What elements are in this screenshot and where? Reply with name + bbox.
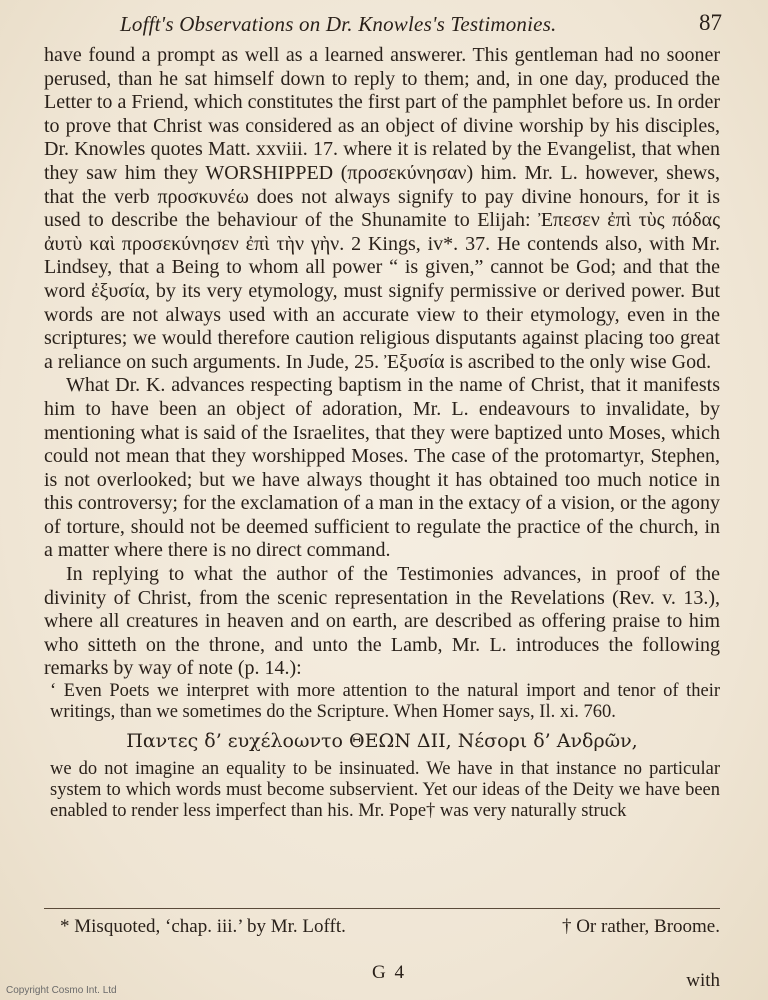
paragraph-2: What Dr. K. advances respecting baptism in the name of Christ, that it manifests him to have been an object of adoration, Mr. L. endeavours to invalidate, by mentioning what is said of the Israelites, that they were baptized unto Moses, which could not mean that they worshipped Moses. The case of the protomartyr, Stephen, is not overlooked; but we have always thought it has obtained too much notice in this controversy; for the exclamation of a man in the extacy of a vision, or the agony of torture, should not be deemed sufficient to regulate the practice of the church, in a matter where there is no direct command. — [44, 374, 720, 562]
running-title: Lofft's Observations on Dr. Knowles's Testimonies. — [120, 12, 557, 36]
paragraph-3: In replying to what the author of the Testimonies advances, in proof of the divinity of Christ, from the scenic representation in the Revelations (Rev. v. 13.), where all creatures in heaven and on earth, are described as offering praise to him who sitteth on the throne, and unto the Lamb, Mr. L. introduces the following remarks by way of note (p. 14.): — [44, 563, 720, 680]
footnote-asterisk: * Misquoted, ‘chap. iii.’ by Mr. Lofft. — [60, 916, 346, 937]
running-header — [40, 8, 728, 42]
page-number: 87 — [699, 10, 722, 35]
paragraph-1: have found a prompt as well as a learned answerer. This gentleman had no sooner perused, than he sat himself down to reply to them; and, in one day, produced the Letter to a Friend, which constitutes the first part of the pamphlet before us. In order to prove that Christ was considered as an object of divine worship by his disciples, Dr. Knowles quotes Matt. xxviii. 17. where it is related by the Evangelist, that when they saw him they WORSHIPPED (προσεκύνησαν) him. Mr. L. however, shews, that the verb προσκυνέω does not always signify to pay divine honours, for it is used to describe the behaviour of the Shunamite to Elijah: Ἐπεσεν ἐπὶ τὺς πόδας ἀυτὺ καὶ προσεκύνησεν ἐπὶ τὴν γὴν. 2 Kings, iv*. 37. He contends also, with Mr. Lindsey, that a Being to whom all power “ is given,” cannot be God; and that the word ἐξυσία, by its very etymology, must signify permissive or derived power. But words are not always used with an accurate view to their etymology, even in the scriptures; we would therefore caution religious disputants against placing too great a reliance on such arguments. In Jude, 25. Ἐξυσία is ascribed to the only wise God. — [44, 44, 720, 373]
catchword: with — [686, 970, 720, 991]
quoted-note-continuation: we do not imagine an equality to be insinuated. We have in that instance no particular system to which words must become subservient. Yet our ideas of the Deity we have been enabled to render less imperfect than his. Mr. Pope† was very naturally struck — [50, 759, 720, 822]
copyright-watermark: Copyright Cosmo Int. Ltd — [6, 985, 117, 996]
body-text — [44, 44, 720, 822]
quoted-note-intro: ‘ Even Poets we interpret with more attention to the natural import and tenor of their writings, than we sometimes do the Scripture. When Homer says, Il. xi. 760. — [50, 681, 720, 723]
greek-verse-line: Παντες δ’ ευχέλοωντο ΘΕΩΝ ΔΙΙ, Νέσορι δ’ Ανδρῶν, — [126, 730, 638, 753]
footnote-dagger: † Or rather, Broome. — [561, 916, 720, 937]
footnote-divider — [44, 908, 720, 909]
signature-mark: G 4 — [372, 962, 406, 983]
